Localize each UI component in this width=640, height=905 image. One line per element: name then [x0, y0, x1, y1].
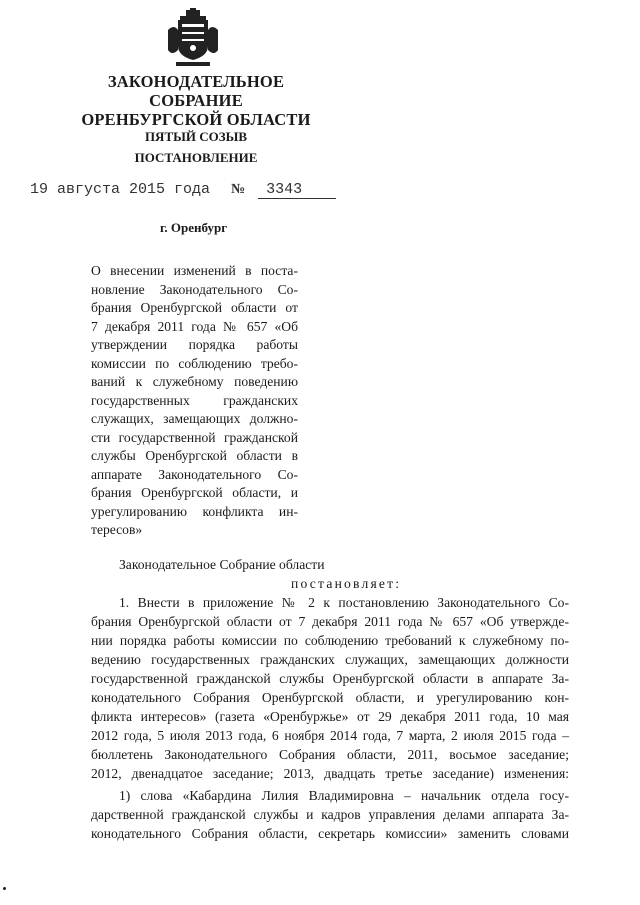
body-line: брания Оренбургской области от 7 декабря 2011 года № 657 «Об утвержде- — [91, 614, 569, 629]
body-line: 2012, двенадцатое заседание; 2013, двадцать третье заседание) изменения: — [91, 766, 569, 781]
body-line: 1. Внести в приложение № 2 к постановлению Законодательного Со- — [119, 595, 569, 610]
body-line: 1) слова «Кабардина Лилия Владимировна – начальник отдела госу- — [119, 788, 569, 803]
subject-line: комиссии по соблюдению требо- — [91, 355, 298, 371]
subject-line: 7 декабря 2011 года № 657 «Об — [91, 318, 298, 334]
body-line: государственной гражданской службы Оренбургской области в аппарате За- — [91, 671, 569, 686]
body-line: бюллетень Законодательного Собрания области, 2011, восьмое заседание; — [91, 747, 569, 762]
document-body — [91, 555, 569, 843]
subject-line: государственных гражданских — [91, 392, 298, 408]
subject-line: брания Оренбургской области от — [91, 300, 298, 315]
scan-dot — [3, 887, 6, 890]
subject-line: службы Оренбургской области в — [91, 448, 298, 463]
resolves-line: постановляет: — [291, 576, 402, 591]
convocation: ПЯТЫЙ СОЗЫВ — [144, 129, 248, 144]
document-subject — [91, 262, 298, 540]
subject-line: сти государственной гражданской — [91, 429, 298, 445]
paragraph-1 — [91, 593, 569, 783]
document-date: 19 августа 2015 года — [30, 181, 211, 198]
subject-line: урегулированию конфликта ин- — [91, 503, 298, 519]
subject-line: О внесении изменений в поста- — [91, 263, 298, 278]
subject-line: брания Оренбургской области, и — [91, 485, 298, 500]
subject-line: новление Законодательного Со- — [91, 281, 298, 297]
body-line: нии порядка работы комиссии по соблюдению требований к служебному по- — [91, 633, 569, 648]
number-label: № — [231, 182, 246, 197]
body-line: фликта интересов» (газета «Оренбуржье» от 29 декабря 2011 года, 10 мая — [91, 709, 569, 724]
body-line: конодательного Собрания Оренбургской области, и урегулированию кон- — [91, 690, 569, 705]
subject-line: тересов» — [91, 522, 143, 537]
body-line: 2012 года, 5 июля 2013 года, 6 ноября 2014 года, 7 марта, 2 июля 2015 года – — [91, 728, 569, 743]
orenburg-coat-of-arms-icon — [166, 8, 220, 68]
date-number-line — [30, 181, 336, 199]
subject-line: утверждении порядка работы — [91, 337, 298, 352]
body-line: ведению государственных гражданских служащих, замещающих должности — [91, 652, 569, 667]
subject-line: служащих, замещающих должно- — [91, 411, 298, 426]
subject-line: аппарате Законодательного Со- — [91, 466, 298, 482]
body-line: дарственной гражданской службы и кадров управления делами аппарата За- — [91, 807, 569, 822]
paragraph-2 — [91, 786, 569, 843]
document-number: 3343 — [258, 181, 336, 199]
body-line: конодательного Собрания области, секретарь комиссии» заменить словами — [91, 826, 569, 841]
subject-line: ваний к служебному поведению — [91, 374, 298, 389]
document-type: ПОСТАНОВЛЕНИЕ — [134, 150, 258, 165]
intro-line: Законодательное Собрание области — [119, 557, 325, 572]
organization-name: ЗАКОНОДАТЕЛЬНОЕ СОБРАНИЕ ОРЕНБУРГСКОЙ ОБЛАСТИ — [81, 72, 311, 129]
city: г. Оренбург — [160, 220, 228, 235]
